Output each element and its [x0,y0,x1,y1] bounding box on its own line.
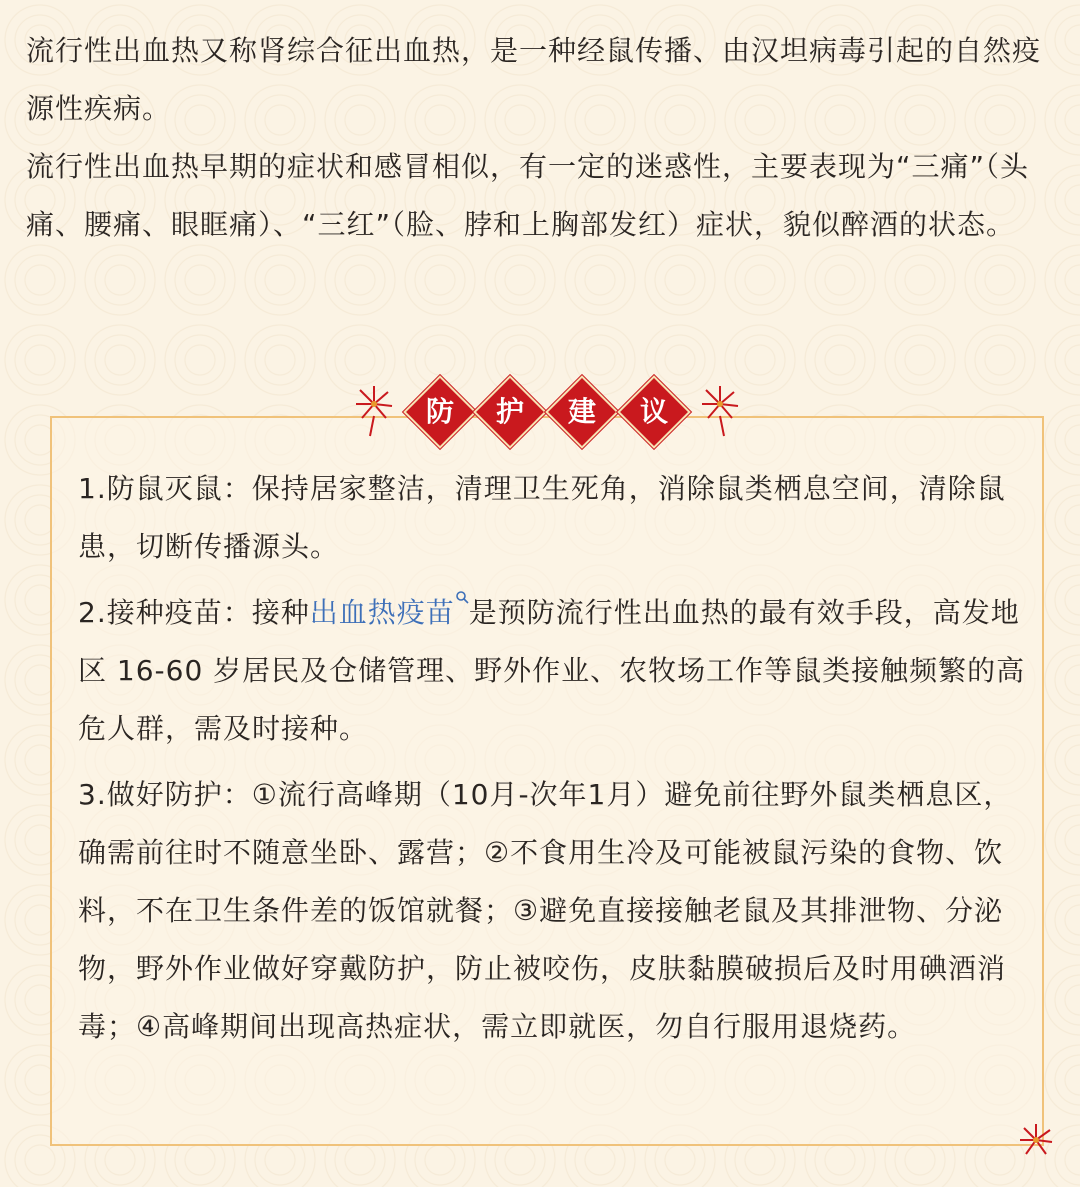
advice-item-1: 1.防鼠灭鼠：保持居家整洁，清理卫生死角，消除鼠类栖息空间，清除鼠患，切断传播源头。 [78,472,1006,563]
advice-item-2-prefix: 2.接种疫苗：接种 [78,596,310,629]
advice-list [78,460,1028,1064]
advice-item-3: 3.做好防护：①流行高峰期（10月-次年1月）避免前往野外鼠类栖息区，确需前往时不随意坐卧、露营；②不食用生冷及可能被鼠污染的食物、饮料，不在卫生条件差的饭馆就餐；③避免直接接触老鼠及其排泄物、分泌物，野外作业做好穿戴防护，防止被咬伤，皮肤黏膜破损后及时用碘酒消毒；④高峰期间出现高热症状，需立即就医，勿自行服用退烧药。 [78,778,1013,1043]
advice-item-2 [78,584,1028,758]
search-icon[interactable] [455,590,469,604]
vaccine-link[interactable]: 出血热疫苗 [309,596,455,629]
title-char-2: 护 [478,380,542,444]
title-char-3: 建 [550,380,614,444]
title-char-1: 防 [408,380,472,444]
title-char-4: 议 [622,380,686,444]
firework-right-icon [698,382,742,438]
firework-corner-icon [1018,1122,1054,1158]
intro-text [26,22,1066,254]
advice-item-2-suffix: 是预防流行性出血热的最有效手段，高发地区 16-60 岁居民及仓储管理、野外作业、农牧场工作等鼠类接触频繁的高危人群，需及时接种。 [78,596,1026,745]
intro-paragraph-1: 流行性出血热又称肾综合征出血热，是一种经鼠传播、由汉坦病毒引起的自然疫源性疾病。 [26,34,1042,125]
intro-paragraph-2: 流行性出血热早期的症状和感冒相似，有一定的迷惑性，主要表现为“三痛”（头痛、腰痛、眼眶痛）、“三红”（脸、脖和上胸部发红）症状，貌似醉酒的状态。 [26,150,1030,241]
firework-left-icon [352,382,396,438]
section-title [0,376,1080,456]
